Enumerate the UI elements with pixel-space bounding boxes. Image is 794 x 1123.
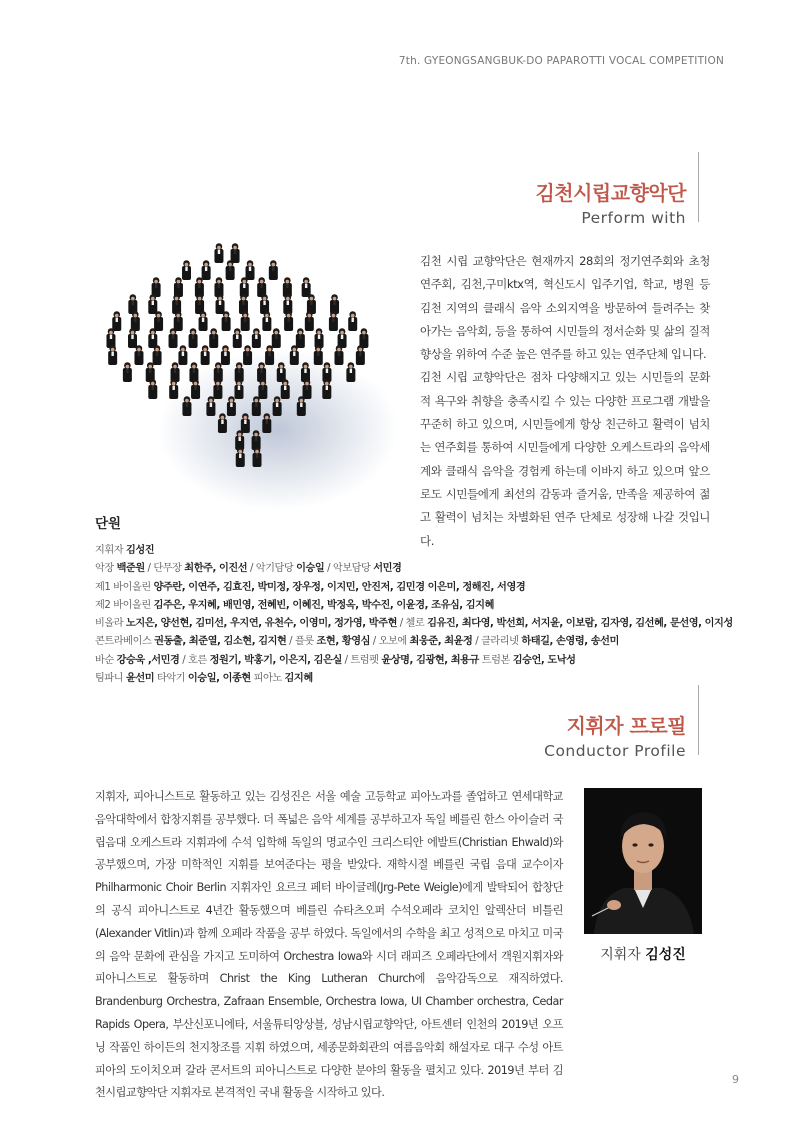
member-line xyxy=(95,579,735,597)
member-role: / 악기담당 xyxy=(247,563,297,575)
member-names: 윤상명, 김광현, 최용규 xyxy=(381,654,479,666)
musician-figure xyxy=(284,311,293,331)
member-role: / 호른 xyxy=(179,654,210,666)
musician-figure xyxy=(253,447,262,467)
musician-figure xyxy=(273,396,282,416)
musician-figure xyxy=(148,328,157,348)
musician-figure xyxy=(201,345,210,365)
musician-figure xyxy=(262,413,271,433)
musician-figure xyxy=(252,430,261,450)
orchestra-group-photo xyxy=(88,225,400,515)
musician-figure xyxy=(322,362,331,382)
member-line xyxy=(95,597,735,615)
member-names: 김지혜 xyxy=(284,673,313,685)
musician-figure xyxy=(240,277,249,297)
member-names: 강승욱 ,서민경 xyxy=(116,654,180,666)
member-role: 지휘자 xyxy=(95,545,126,556)
musician-figure xyxy=(346,362,355,382)
member-line xyxy=(95,652,735,670)
conductor-section-heading xyxy=(544,710,686,760)
musician-figure xyxy=(154,311,163,331)
member-role: 타악기 xyxy=(154,673,188,685)
member-names: 최한주, 이진선 xyxy=(184,563,248,575)
musician-figure xyxy=(334,345,343,365)
member-role: / 트럼펫 xyxy=(341,654,382,666)
member-role: / 플룻 xyxy=(286,636,317,648)
member-names: 이승일 xyxy=(296,563,325,575)
musician-figure xyxy=(106,328,115,348)
musician-figure xyxy=(239,294,248,314)
member-names: 김유진, 최다영, 박선희, 서지윤, 이보람, 김자영, 김선혜, 문선영, 이지성 xyxy=(427,618,733,630)
musician-figure xyxy=(128,294,137,314)
musician-figure xyxy=(258,379,267,399)
musician-figure xyxy=(338,328,347,348)
orchestra-title: 김천시립교향악단 xyxy=(535,181,686,205)
member-role: / 오보에 xyxy=(370,636,410,648)
musician-figure xyxy=(108,345,117,365)
conductor-subtitle: Conductor Profile xyxy=(544,742,686,760)
musician-figure xyxy=(348,311,357,331)
musician-figure xyxy=(265,345,274,365)
musician-figure xyxy=(241,413,250,433)
musician-figure xyxy=(302,277,311,297)
musician-figure xyxy=(252,396,261,416)
musician-figure xyxy=(281,379,290,399)
musician-figure xyxy=(236,447,245,467)
musician-figure xyxy=(235,362,244,382)
musician-figure xyxy=(283,277,292,297)
musician-figure xyxy=(257,362,266,382)
musician-figure xyxy=(222,311,231,331)
musician-figure xyxy=(290,345,299,365)
page-number: 9 xyxy=(732,1073,739,1086)
musician-figure xyxy=(296,328,305,348)
musician-figure xyxy=(174,311,183,331)
member-names: 김주은, 우지혜, 배민영, 전혜빈, 이혜진, 박정옥, 박수진, 이윤경, 조유심, 김지혜 xyxy=(153,599,494,611)
section-divider-bar xyxy=(698,685,699,755)
musician-figure xyxy=(199,311,208,331)
musician-figure xyxy=(305,311,314,331)
musician-figure xyxy=(231,243,240,263)
musician-figure xyxy=(195,277,204,297)
musician-figure xyxy=(195,294,204,314)
musician-figure xyxy=(172,294,181,314)
musician-figure xyxy=(214,362,223,382)
member-role: 콘트라베이스 xyxy=(95,636,155,648)
member-role: 제2 바이올린 xyxy=(95,599,154,611)
musician-figure xyxy=(178,345,187,365)
musician-figure xyxy=(218,413,227,433)
musician-figure xyxy=(260,294,269,314)
section-divider-bar xyxy=(698,152,699,222)
member-role: 비올라 xyxy=(95,618,126,630)
conductor-profile-text: 지휘자, 피아니스트로 활동하고 있는 김성진은 서울 예술 고등학교 피아노과를 졸업하고 연세대학교 음악대학에서 합창지휘를 공부했다. 더 폭넓은 음악 세계를 공부하고자 독일 베를린 한스 아이슬러 국립음대 오케스트라 지휘과에 수석 입학해 독일의 명교수인 크리스티안 에발트(Christian Ehwald)와 공부했으며, 가장 미학적인 지휘를 보여준다는 평을 받았다. 재학시절 베를린 국립 음대 교수이자 Philharmonic Choir Berlin 지휘자인 요르크 페터 바이글레(Jrg-Pete Weigle)에게 발탁되어 합창단의 공식 피아니스트로 4년간 활동했으며 베를린 슈타츠오퍼 수석오페라 코치인 알렉산더 비틀린(Alexander Vitlin)과 함께 오페라 작품을 공부 하였다. 독일에서의 수학을 최고 성적으로 마치고 미국의 음악 문화에 관심을 가지고 도미하여 Orchestra Iowa와 시더 래피즈 오페라단에서 객원지휘자와 피아니스트로 활동하며 Christ the King Lutheran Church에 음악감독으로 재직하였다. Brandenburg Orchestra, Zafraan Ensemble, Orchestra Iowa, UI Chamber orchestra, Cedar Rapids Opera, 부산신포니에타, 서울튜티앙상블, 성남시립교향악단, 아트센터 인천의 2019년 오프닝 작품인 하이든의 천지창조를 지휘 하였으며, 세종문화회관의 여름음악회 해설자로 대구 수성 아트피아의 도이치오퍼 갈라 콘서트의 피아니스트로 다양한 분야의 활동을 펼치고 있다. 2019년 부터 김천시립교향악단 지휘자로 본격적인 국내 활동을 시작하고 있다. xyxy=(95,790,563,1100)
member-line xyxy=(95,633,735,651)
musician-figure xyxy=(277,362,286,382)
musician-figure xyxy=(243,345,252,365)
musician-figure xyxy=(262,311,271,331)
member-role: 바순 xyxy=(95,654,117,666)
musician-figure xyxy=(283,294,292,314)
musician-figure xyxy=(123,362,132,382)
member-role: 악장 xyxy=(95,563,117,575)
musician-figure xyxy=(191,379,200,399)
member-role: 트럼본 xyxy=(478,654,513,666)
musician-figure xyxy=(241,311,250,331)
orchestra-intro xyxy=(420,250,710,553)
musician-figure xyxy=(213,379,222,399)
musician-figure xyxy=(221,345,230,365)
orchestra-section-heading xyxy=(535,177,686,227)
musician-figure xyxy=(112,311,121,331)
member-names: 서민경 xyxy=(373,563,402,575)
musician-figure xyxy=(153,345,162,365)
intro-paragraph: 김천 시립 교향악단은 현재까지 28회의 정기연주회와 초청연주회, 김천,구미ktx역, 혁신도시 입주기업, 학교, 병원 등 김천 지역의 클래식 음악 소외지역을 방문하여 들려주는 찾아가는 음악회, 등을 통하여 시민들의 정서순화 및 삶의 질적 향상을 위하여 수준 높은 연주를 하고 있는 연주단체 입니다. xyxy=(420,254,710,362)
musician-figure xyxy=(169,328,178,348)
musician-figure xyxy=(131,311,140,331)
musician-figure xyxy=(189,328,198,348)
musician-figure xyxy=(169,379,178,399)
musician-figure xyxy=(202,260,211,280)
musician-figure xyxy=(214,277,223,297)
member-role: / 악보담당 xyxy=(324,563,374,575)
caption-name: 김성진 xyxy=(645,947,686,963)
musician-figure xyxy=(303,379,312,399)
musician-figure xyxy=(330,294,339,314)
member-role: / 단무장 xyxy=(144,563,185,575)
musician-figure xyxy=(174,277,183,297)
musician-figure xyxy=(148,294,157,314)
musician-figure xyxy=(134,345,143,365)
member-line xyxy=(95,670,735,688)
member-role: / 클라리넷 xyxy=(472,636,522,648)
conductor-title: 지휘자 프로필 xyxy=(566,714,686,738)
member-names: 조현, 황영심 xyxy=(316,636,371,648)
member-role: 팀파니 xyxy=(95,673,126,685)
member-names: 윤선미 xyxy=(125,673,155,685)
intro-paragraph: 김천 시립 교향악단은 점차 다양해지고 있는 시민들의 문화적 욕구와 취향을 충족시킬 수 있는 다양한 프로그램 개발을 꾸준히 하고 있으며, 시민들에게 항상 친근하고 활력이 넘치는 연주회를 통하여 시민들에게 다양한 오케스트라의 음악세계와 클래식 음악을 경험케 하는데 이바지 하고 있으며 앞으로도 시민들에게 최선의 감동과 즐거움, 만족을 제공하여 젊고 활력이 넘치는 차별화된 연주 단체로 성장해 나갈 것입니다. xyxy=(420,370,710,548)
member-names: 이승일, 이종현 xyxy=(187,673,251,685)
musician-figure xyxy=(301,362,310,382)
musician-figure xyxy=(235,430,244,450)
musician-figure xyxy=(128,328,137,348)
musician-figure xyxy=(206,396,215,416)
musician-figure xyxy=(227,396,236,416)
member-names: 하태길, 손영령, 송선미 xyxy=(521,636,619,648)
member-role: / 첼로 xyxy=(396,618,428,630)
musician-figure xyxy=(297,396,306,416)
musician-figure xyxy=(216,294,225,314)
musician-figure xyxy=(329,311,338,331)
musician-figure xyxy=(252,328,261,348)
member-names: 최웅준, 최윤정 xyxy=(409,636,473,648)
orchestra-subtitle: Perform with xyxy=(581,209,686,227)
member-line xyxy=(95,560,735,578)
member-role: 제1 바이올린 xyxy=(95,581,154,593)
musician-figure xyxy=(182,396,191,416)
musician-figure xyxy=(189,362,198,382)
musician-figure xyxy=(233,328,242,348)
musician-figure xyxy=(257,277,266,297)
musician-figure xyxy=(146,362,155,382)
members-list xyxy=(95,512,735,688)
musician-figure xyxy=(314,345,323,365)
musician-figure xyxy=(209,328,218,348)
musician-figure xyxy=(315,328,324,348)
member-names: 양주란, 이연주, 김효진, 박미정, 장우정, 이지민, 안진저, 김민경 이은미, 정해진, 서영경 xyxy=(153,581,526,593)
conductor-portrait xyxy=(584,788,702,934)
musician-figure xyxy=(182,260,191,280)
musician-figure xyxy=(226,260,235,280)
member-role: 피아노 xyxy=(250,673,285,685)
musician-figure xyxy=(356,345,365,365)
musician-figure xyxy=(272,328,281,348)
musician-figure xyxy=(322,379,331,399)
caption-role: 지휘자 xyxy=(600,947,641,963)
musician-figure xyxy=(246,260,255,280)
conductor-caption xyxy=(584,944,702,964)
member-names: 김승언, 도낙성 xyxy=(512,654,576,666)
musician-figure xyxy=(359,328,368,348)
musician-figure xyxy=(307,294,316,314)
members-heading: 단원 xyxy=(95,516,122,532)
musician-figure xyxy=(214,243,223,263)
member-names: 노지은, 양선현, 김미선, 우지연, 유천수, 이영미, 정가영, 박주현 xyxy=(125,618,397,630)
member-names: 정원기, 박홍기, 이은지, 김은실 xyxy=(209,654,342,666)
member-names: 권동출, 최준열, 김소현, 김지현 xyxy=(154,636,287,648)
member-line xyxy=(95,615,735,633)
member-names: 백준원 xyxy=(116,563,145,575)
musician-figure xyxy=(148,379,157,399)
musician-figure xyxy=(234,379,243,399)
member-names: 김성진 xyxy=(125,545,155,556)
musician-figure xyxy=(269,260,278,280)
musician-figure xyxy=(171,362,180,382)
member-line xyxy=(95,542,735,560)
running-header: 7th. GYEONGSANGBUK-DO PAPAROTTI VOCAL COMPETITION xyxy=(398,55,724,67)
musician-figure xyxy=(152,277,161,297)
